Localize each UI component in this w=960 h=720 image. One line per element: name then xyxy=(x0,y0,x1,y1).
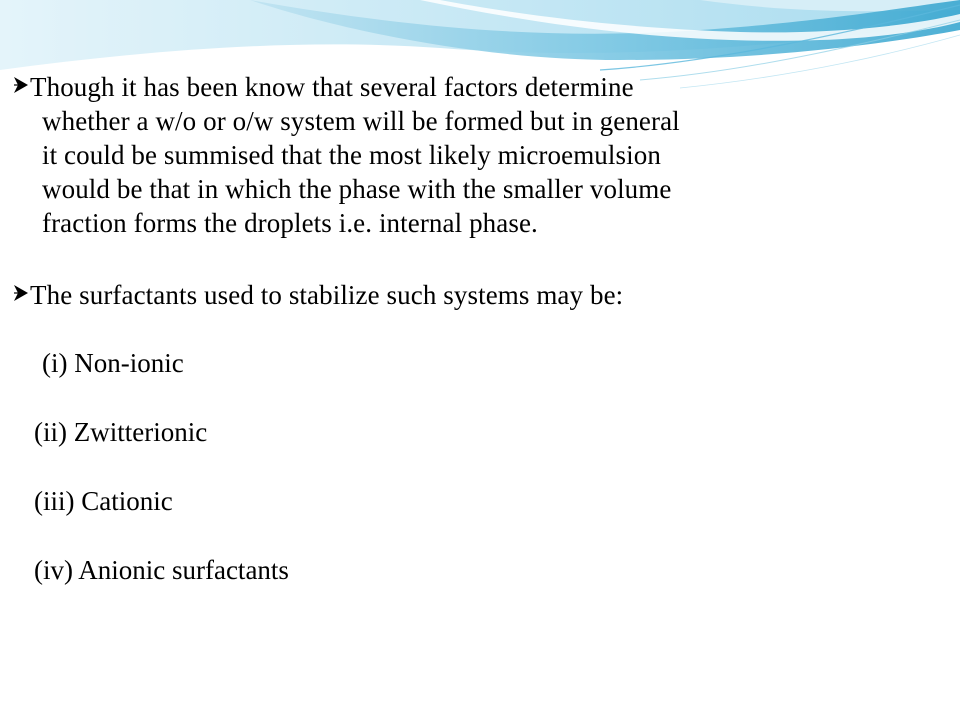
bullet-1-line: would be that in which the phase with the smaller volume xyxy=(42,174,672,204)
surfactant-item-cationic: (iii) Cationic xyxy=(34,486,173,516)
bullet-1-line: whether a w/o or o/w system will be formed but in general xyxy=(42,106,680,136)
bullet-item-2 xyxy=(12,278,623,312)
surfactant-item-zwitterionic: (ii) Zwitterionic xyxy=(34,417,208,447)
bullet-1-line: fraction forms the droplets i.e. internal phase. xyxy=(42,208,538,238)
bullet-item-1 xyxy=(12,70,680,240)
arrow-bullet-icon xyxy=(12,74,30,96)
arrow-bullet-icon xyxy=(12,282,30,304)
surfactant-item-anionic: (iv) Anionic surfactants xyxy=(34,555,289,585)
bullet-2-line: The surfactants used to stabilize such systems may be: xyxy=(30,280,624,310)
bullet-2-text xyxy=(30,278,623,312)
bullet-1-line: it could be summised that the most likely microemulsion xyxy=(42,140,661,170)
bullet-1-line: Though it has been know that several factors determine xyxy=(30,72,634,102)
bullet-1-text xyxy=(30,70,680,240)
surfactant-item-nonionic: (i) Non-ionic xyxy=(42,348,184,378)
